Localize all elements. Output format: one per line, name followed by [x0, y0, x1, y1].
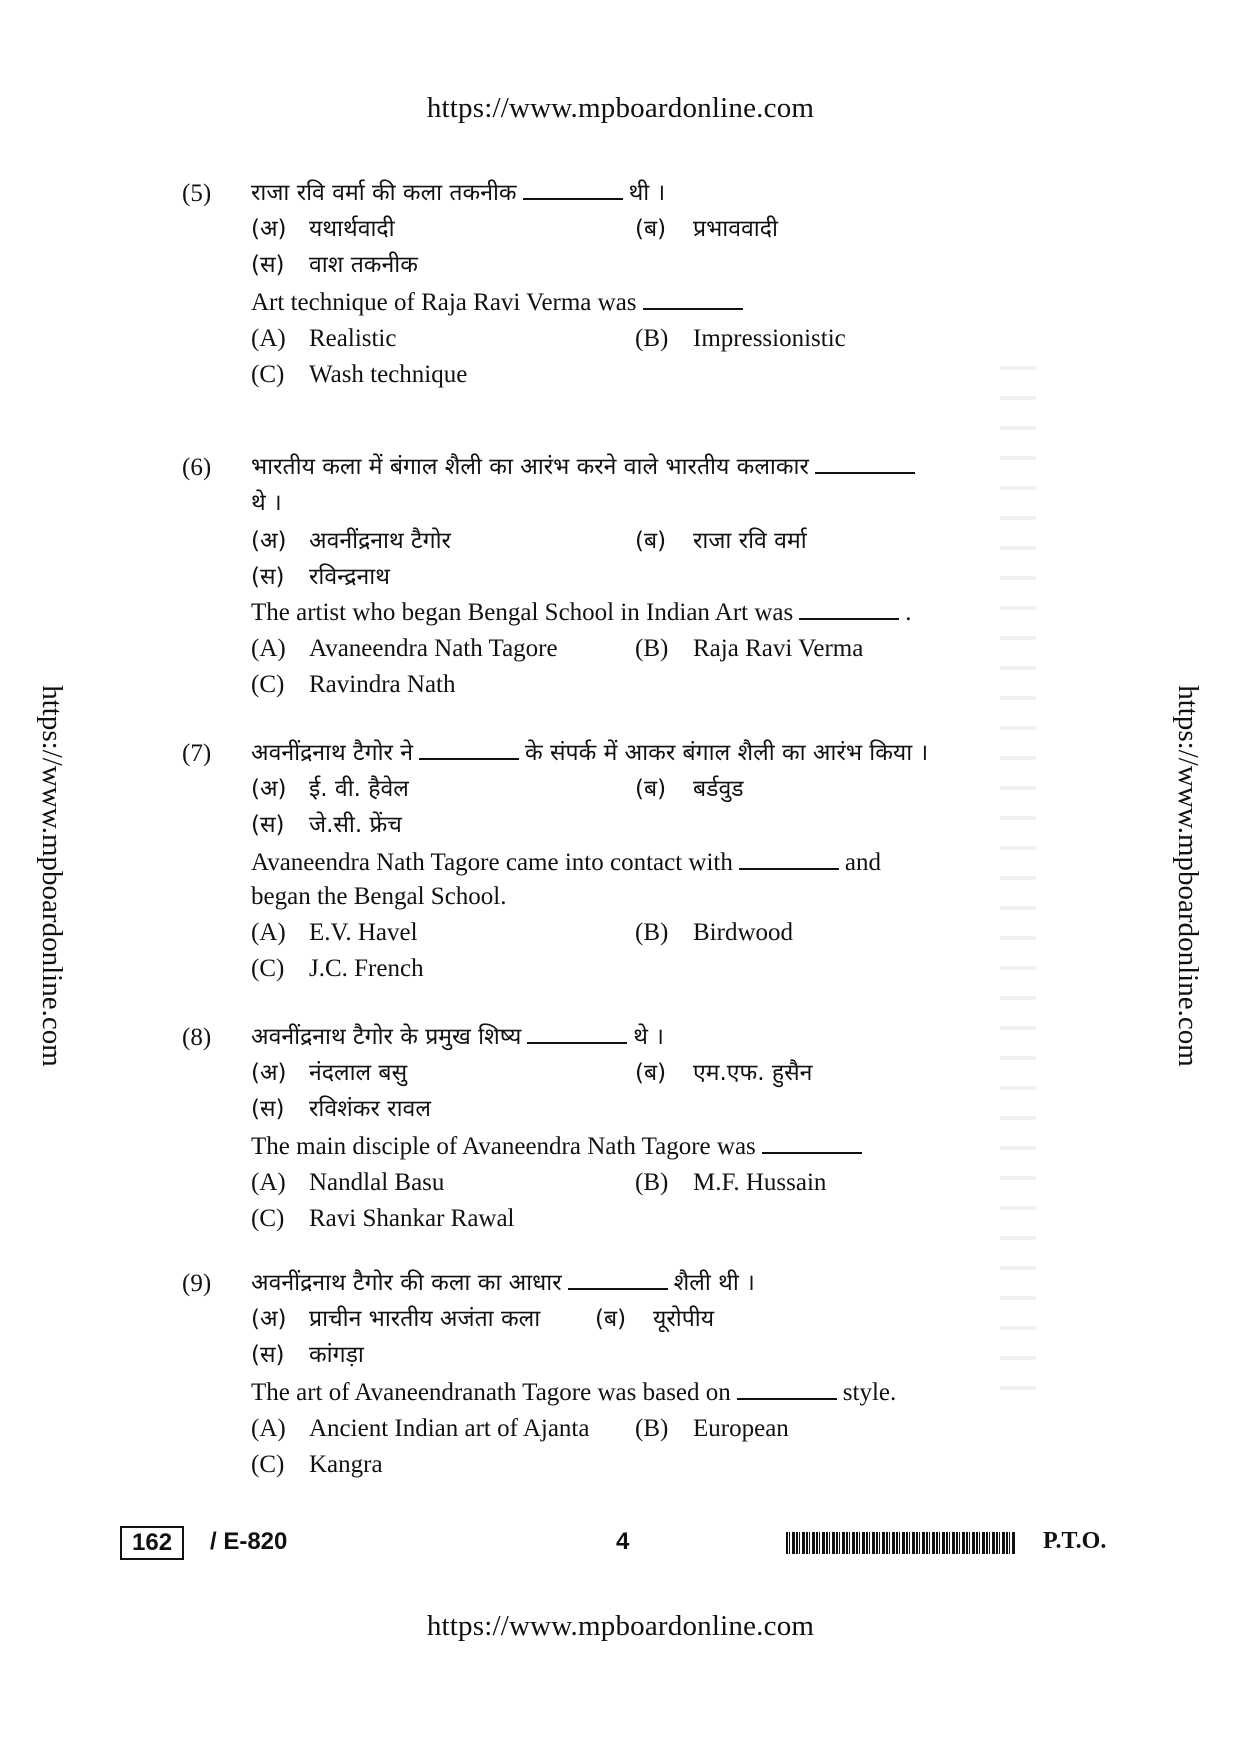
english-question: The main disciple of Avaneendra Nath Tagore was	[251, 1130, 868, 1164]
answer-blank	[568, 1266, 668, 1290]
option-a-hindi: (अ) ई. वी. हैवेल	[251, 776, 409, 802]
english-question: Avaneendra Nath Tagore came into contact with and	[251, 846, 881, 880]
option-a-hindi: (अ) प्राचीन भारतीय अजंता कला	[251, 1306, 541, 1332]
hindi-question: राजा रवि वर्मा की कला तकनीक थी ।	[251, 176, 665, 210]
option-a-english: (A) Nandlal Basu	[251, 1169, 445, 1196]
option-c-english: (C) Wash technique	[251, 361, 468, 388]
option-a-english: (A) Avaneendra Nath Tagore	[251, 635, 558, 662]
hindi-question: अवनींद्रनाथ टैगोर के प्रमुख शिष्य थे ।	[251, 1020, 664, 1054]
english-question-cont: began the Bengal School.	[251, 883, 507, 910]
option-b-english: (B) Impressionistic	[635, 325, 846, 352]
paper-code: / E-820	[210, 1528, 288, 1555]
english-question: Art technique of Raja Ravi Verma was	[251, 286, 749, 320]
answer-blank	[523, 176, 623, 200]
option-b-english: (B) Birdwood	[635, 919, 793, 946]
answer-blank	[643, 286, 743, 310]
option-a-hindi: (अ) यथार्थवादी	[251, 216, 395, 242]
option-c-hindi: (स) रविशंकर रावल	[251, 1096, 431, 1122]
option-c-hindi: (स) रविन्द्रनाथ	[251, 564, 390, 590]
question-number: (7)	[182, 740, 212, 767]
question-number: (9)	[182, 1270, 212, 1297]
option-a-english: (A) Ancient Indian art of Ajanta	[251, 1415, 590, 1442]
option-c-english: (C) J.C. French	[251, 955, 424, 982]
option-c-english: (C) Kangra	[251, 1451, 383, 1478]
answer-blank	[737, 1376, 837, 1400]
page-code-box: 162	[120, 1526, 184, 1560]
option-b-hindi: (ब) बर्डवुड	[635, 776, 744, 802]
answer-blank	[739, 846, 839, 870]
option-b-hindi: (ब) एम.एफ. हुसैन	[635, 1060, 813, 1086]
question-number: (6)	[182, 454, 212, 481]
left-margin-url: https://www.mpboardonline.com	[36, 685, 68, 1067]
option-a-english: (A) Realistic	[251, 325, 397, 352]
option-a-english: (A) E.V. Havel	[251, 919, 418, 946]
option-b-hindi: (ब) राजा रवि वर्मा	[635, 528, 807, 554]
right-margin-url: https://www.mpboardonline.com	[1172, 685, 1204, 1067]
question-number: (8)	[182, 1024, 212, 1051]
answer-blank	[419, 736, 519, 760]
option-c-hindi: (स) वाश तकनीक	[251, 252, 418, 278]
english-question: The art of Avaneendranath Tagore was based on style.	[251, 1376, 896, 1410]
option-c-english: (C) Ravi Shankar Rawal	[251, 1205, 515, 1232]
hindi-question: अवनींद्रनाथ टैगोर की कला का आधार शैली थी ।	[251, 1266, 755, 1300]
pto-label: P.T.O.	[1043, 1528, 1107, 1554]
question-number: (5)	[182, 180, 212, 207]
hindi-question: अवनींद्रनाथ टैगोर ने के संपर्क में आकर बंगाल शैली का आरंभ किया ।	[251, 736, 928, 770]
option-b-english: (B) M.F. Hussain	[635, 1169, 827, 1196]
option-c-english: (C) Ravindra Nath	[251, 671, 456, 698]
option-a-hindi: (अ) नंदलाल बसु	[251, 1060, 408, 1086]
option-c-hindi: (स) जे.सी. फ्रेंच	[251, 812, 402, 838]
answer-blank	[527, 1020, 627, 1044]
page-number: 4	[616, 1528, 630, 1555]
answer-blank	[762, 1130, 862, 1154]
option-c-hindi: (स) कांगड़ा	[251, 1342, 364, 1368]
option-b-hindi: (ब) प्रभाववादी	[635, 216, 778, 242]
answer-blank	[815, 450, 915, 474]
barcode	[786, 1532, 1016, 1554]
option-b-english: (B) European	[635, 1415, 789, 1442]
header-url: https://www.mpboardonline.com	[426, 92, 815, 124]
english-question: The artist who began Bengal School in Indian Art was .	[251, 596, 912, 630]
option-b-english: (B) Raja Ravi Verma	[635, 635, 864, 662]
hindi-question: भारतीय कला में बंगाल शैली का आरंभ करने वाले भारतीय कलाकार	[251, 450, 921, 484]
scan-artifacts	[1000, 340, 1036, 1400]
hindi-question-cont: थे ।	[251, 490, 282, 516]
footer-url: https://www.mpboardonline.com	[426, 1610, 815, 1642]
answer-blank	[799, 596, 899, 620]
option-b-hindi: (ब) यूरोपीय	[595, 1306, 715, 1332]
option-a-hindi: (अ) अवनींद्रनाथ टैगोर	[251, 528, 451, 554]
page-footer	[0, 1526, 1241, 1560]
